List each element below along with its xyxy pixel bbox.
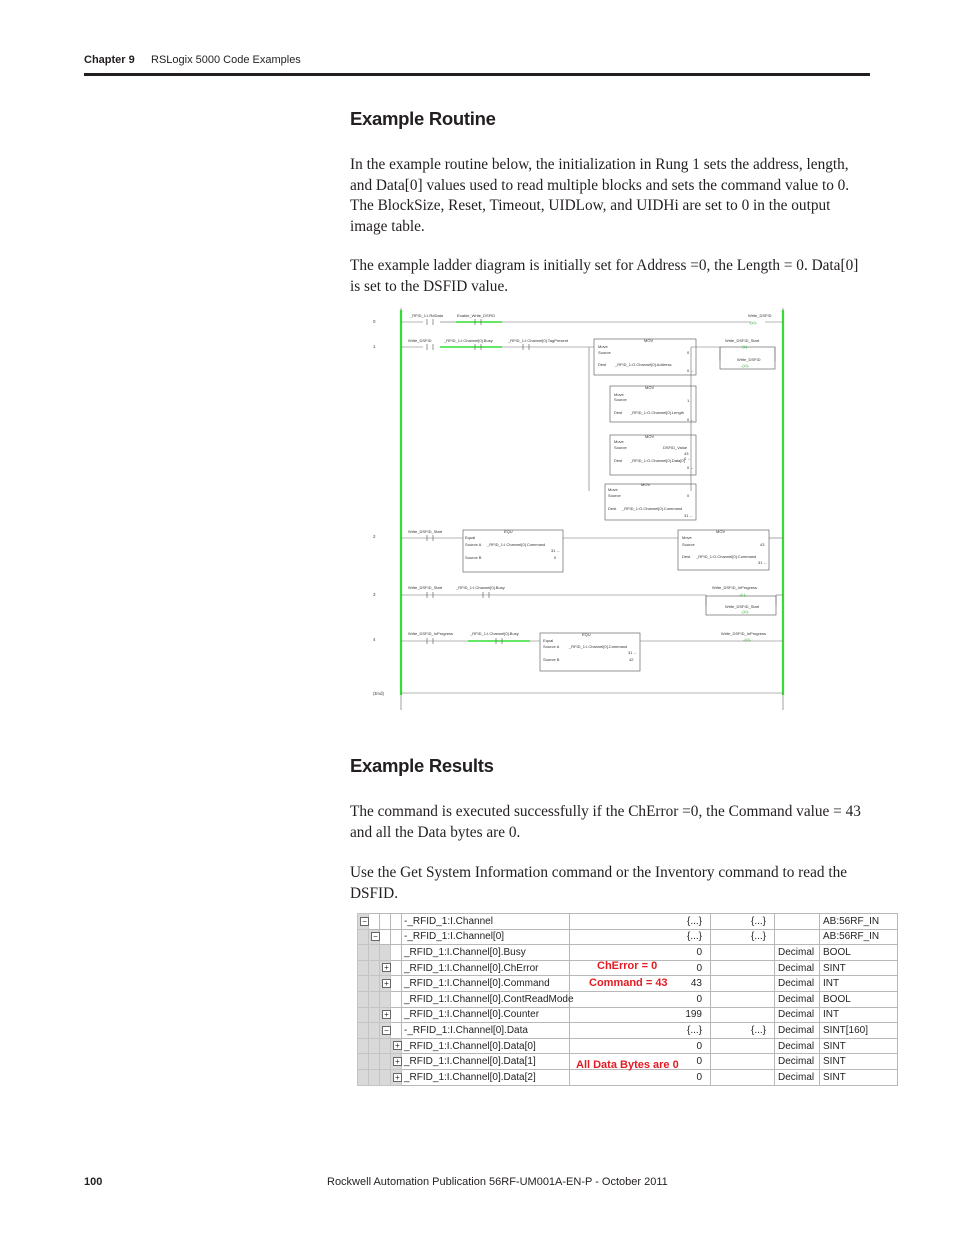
tag-value-cell[interactable]: 0	[570, 945, 711, 961]
tag-force-cell	[711, 976, 775, 992]
tag-style-cell: Decimal	[775, 1038, 820, 1054]
ladder-tag-label: 42	[629, 657, 634, 662]
rung-number: 3	[373, 592, 376, 597]
ladder-coil-symbol: -(L)-	[739, 592, 747, 597]
tree-indent-cell	[391, 914, 402, 930]
tag-type-cell: SINT[160]	[820, 1023, 898, 1039]
rung-number: 2	[373, 534, 376, 539]
ladder-tag-label: EQU	[504, 529, 513, 534]
results-paragraph-2: Use the Get System Information command or the Inventory command to read the DSFID.	[350, 864, 848, 902]
ladder-tag-label: Move	[598, 344, 608, 349]
ladder-coil-symbol: -(L)-	[741, 344, 749, 349]
tag-name-cell: _RFID_1:I.Channel[0].ChError	[402, 960, 570, 976]
rung-number: 4	[373, 637, 376, 642]
expand-icon[interactable]: +	[382, 963, 391, 972]
chapter-label: Chapter 9	[84, 54, 135, 66]
ladder-tag-label: Dest	[608, 506, 617, 511]
ladder-tag-label: Source	[614, 397, 627, 402]
tree-indent-cell	[391, 1054, 402, 1070]
tag-style-cell	[775, 914, 820, 930]
tag-value-cell[interactable]: 0	[570, 960, 711, 976]
tree-indent-cell	[369, 976, 380, 992]
example-routine-heading: Example Routine	[350, 108, 496, 129]
ladder-tag-label: Equal	[465, 535, 476, 540]
table-row[interactable]	[358, 929, 898, 945]
cherror-annotation: ChError = 0	[597, 960, 658, 972]
tag-style-cell	[775, 929, 820, 945]
tree-indent-cell	[380, 945, 391, 961]
ladder-tag-label: EQU	[582, 632, 591, 637]
tag-style-cell: Decimal	[775, 1069, 820, 1085]
collapse-icon[interactable]: −	[382, 1026, 391, 1035]
tree-indent-cell	[369, 945, 380, 961]
table-row[interactable]	[358, 1007, 898, 1023]
tag-type-cell: SINT	[820, 960, 898, 976]
ladder-tag-label: Equal	[543, 638, 554, 643]
tree-indent-cell	[369, 960, 380, 976]
tag-name-cell: -_RFID_1:I.Channel[0]	[402, 929, 570, 945]
table-row[interactable]	[358, 1038, 898, 1054]
ladder-tag-label: _RFID_1:O.Channel[0].Data[0]	[630, 458, 685, 463]
tag-name-cell: _RFID_1:I.Channel[0].Data[1]	[402, 1054, 570, 1070]
tag-value-cell[interactable]: {...}	[570, 914, 711, 930]
tree-indent-cell	[358, 1038, 369, 1054]
expand-icon[interactable]: +	[382, 979, 391, 988]
ladder-tag-label: Source A	[543, 644, 560, 649]
tag-type-cell: BOOL	[820, 945, 898, 961]
command-annotation: Command = 43	[589, 977, 668, 989]
ladder-tag-label: _RFID_1:I.Channel[0].Busy	[470, 631, 519, 636]
ladder-coil-symbol: -(U)-	[743, 637, 752, 642]
tag-type-cell: INT	[820, 976, 898, 992]
tag-name-cell: _RFID_1:I.Channel[0].Data[0]	[402, 1038, 570, 1054]
tree-indent-cell	[369, 1054, 380, 1070]
expand-icon[interactable]: +	[393, 1057, 402, 1066]
tag-style-cell: Decimal	[775, 976, 820, 992]
ladder-tag-label: Write_DSFID_InProgress	[712, 585, 758, 590]
tag-type-cell: AB:56RF_IN	[820, 929, 898, 945]
tag-value-cell[interactable]: {...}	[570, 929, 711, 945]
tree-indent-cell	[380, 1038, 391, 1054]
tree-indent-cell	[358, 976, 369, 992]
tag-value-cell[interactable]: 0	[570, 1054, 711, 1070]
tree-indent-cell	[358, 960, 369, 976]
tree-indent-cell	[380, 976, 391, 992]
tree-indent-cell	[369, 1007, 380, 1023]
tree-indent-cell	[358, 1023, 369, 1039]
tag-name-cell: _RFID_1:I.Channel[0].Command	[402, 976, 570, 992]
ladder-tag-label: 0 ←	[684, 456, 692, 461]
ladder-tag-label: Write_DSFID	[748, 313, 772, 318]
results-paragraph-1: The command is executed successfully if the ChError =0, the Command value = 43 and all the Data bytes are 0.	[350, 803, 861, 841]
tag-value-cell[interactable]: 199	[570, 1007, 711, 1023]
ladder-tag-label: 31 ←	[758, 560, 768, 565]
table-row[interactable]	[358, 945, 898, 961]
tag-type-cell: SINT	[820, 1069, 898, 1085]
ladder-tag-label: 0 ←	[687, 417, 695, 422]
ladder-tag-label: Write_DSFID_InProgress	[408, 631, 454, 636]
tag-name-cell: _RFID_1:I.Channel[0].Busy	[402, 945, 570, 961]
ladder-tag-label: 1	[687, 398, 690, 403]
tree-indent-cell	[369, 1023, 380, 1039]
table-row[interactable]	[358, 991, 898, 1007]
tree-indent-cell	[391, 945, 402, 961]
collapse-icon[interactable]: −	[360, 917, 369, 926]
expand-icon[interactable]: +	[393, 1041, 402, 1050]
ladder-coil-symbol: -(U)-	[749, 320, 758, 325]
tree-indent-cell	[380, 991, 391, 1007]
tag-type-cell: SINT	[820, 1038, 898, 1054]
ladder-tag-label: MOV	[645, 385, 655, 390]
ladder-tag-label: Source B	[543, 657, 560, 662]
ladder-diagram	[368, 305, 788, 710]
tag-name-cell: _RFID_1:I.Channel[0].Counter	[402, 1007, 570, 1023]
tree-indent-cell	[358, 1007, 369, 1023]
ladder-tag-label: _RFID_1:O.Channel[0].Length	[630, 410, 685, 415]
tree-indent-cell	[391, 1069, 402, 1085]
ladder-tag-label: 43	[760, 542, 765, 547]
tree-indent-cell	[358, 945, 369, 961]
tag-force-cell	[711, 1007, 775, 1023]
ladder-tag-label: Source B	[465, 555, 482, 560]
table-row[interactable]	[358, 1023, 898, 1039]
ladder-tag-label: _RFID_1:O.Channel[0].Command	[696, 554, 757, 559]
ladder-tag-label: _RFID_1:I.Channel[0].Busy	[456, 585, 505, 590]
ladder-tag-label: Write_DSFID_InProgress	[721, 631, 767, 636]
tag-force-cell	[711, 960, 775, 976]
tag-value-cell[interactable]: 0	[570, 1038, 711, 1054]
header-rule	[84, 73, 870, 76]
ladder-tag-label: Move	[608, 487, 618, 492]
ladder-tag-label: _RFID_1:I.Channel[0].TagPresent	[508, 338, 569, 343]
ladder-tag-label: 0	[554, 555, 557, 560]
tag-value-cell[interactable]: 0	[570, 1069, 711, 1085]
tag-force-cell	[711, 1069, 775, 1085]
tag-style-cell: Decimal	[775, 991, 820, 1007]
ladder-tag-label: Move	[682, 535, 692, 540]
tag-force-cell: {...}	[711, 929, 775, 945]
tag-style-cell: Decimal	[775, 1023, 820, 1039]
ladder-tag-label: MOV	[644, 338, 654, 343]
chapter-title: RSLogix 5000 Code Examples	[151, 54, 301, 66]
ladder-tag-label: Source A	[465, 542, 482, 547]
tree-indent-cell	[369, 929, 380, 945]
ladder-tag-label: _RFID_1:O.Channel[0].Address	[615, 362, 672, 367]
tag-type-cell: AB:56RF_IN	[820, 914, 898, 930]
tree-indent-cell	[358, 929, 369, 945]
ladder-tag-label: DSFID_Value	[663, 445, 688, 450]
table-row[interactable]	[358, 914, 898, 930]
collapse-icon[interactable]: −	[371, 932, 380, 941]
tag-name-cell: -_RFID_1:I.Channel[0].Data	[402, 1023, 570, 1039]
tag-value-cell[interactable]: {...}	[570, 1023, 711, 1039]
tag-name-cell: _RFID_1:I.Channel[0].ContReadMode	[402, 991, 570, 1007]
ladder-tag-label: _RFID_1:I.Channel[0].Command	[487, 542, 546, 547]
tag-name-cell: _RFID_1:I.Channel[0].Data[2]	[402, 1069, 570, 1085]
ladder-tag-label: Dest	[682, 554, 691, 559]
ladder-tag-label: 0 ←	[687, 465, 695, 470]
example-results-heading: Example Results	[350, 755, 494, 776]
ladder-tag-label: 0	[687, 350, 690, 355]
tag-type-cell: BOOL	[820, 991, 898, 1007]
data-bytes-annotation: All Data Bytes are 0	[576, 1059, 679, 1071]
tree-indent-cell	[358, 1069, 369, 1085]
ladder-tag-label: 0 ←	[687, 368, 695, 373]
ladder-tag-label: Move	[614, 439, 624, 444]
ladder-tag-label: Dest	[598, 362, 607, 367]
tag-style-cell: Decimal	[775, 1007, 820, 1023]
tag-force-cell	[711, 1054, 775, 1070]
tag-force-cell: {...}	[711, 914, 775, 930]
ladder-tag-label: MOV	[716, 529, 726, 534]
tree-indent-cell	[369, 991, 380, 1007]
ladder-tag-label: 0	[687, 493, 690, 498]
routine-paragraph-2: The example ladder diagram is initially set for Address =0, the Length = 0. Data[0] is set to the DSFID value.	[350, 257, 859, 295]
tree-indent-cell	[358, 991, 369, 1007]
tree-indent-cell	[358, 1054, 369, 1070]
ladder-tag-label: Write_DSFID_Start	[408, 585, 443, 590]
ladder-tag-label: Enable_Write_DSFID	[457, 313, 496, 318]
tag-type-cell: INT	[820, 1007, 898, 1023]
ladder-tag-label: _RFID_1:O.Channel[0].Command	[622, 506, 683, 511]
tag-value-cell[interactable]: 43	[570, 976, 711, 992]
table-row[interactable]	[358, 1069, 898, 1085]
tree-indent-cell	[380, 960, 391, 976]
ladder-tag-label: Dest	[614, 410, 623, 415]
ladder-tag-label: Source	[608, 493, 621, 498]
ladder-tag-label: Write_DSFID_Start	[725, 604, 760, 609]
ladder-tag-label: 31 ←	[551, 548, 561, 553]
page-number: 100	[84, 1176, 103, 1188]
expand-icon[interactable]: +	[393, 1073, 402, 1082]
tag-style-cell: Decimal	[775, 960, 820, 976]
ladder-tag-label: Source	[682, 542, 695, 547]
tag-style-cell: Decimal	[775, 945, 820, 961]
tag-name-cell: -_RFID_1:I.Channel	[402, 914, 570, 930]
tag-type-cell: SINT	[820, 1054, 898, 1070]
ladder-tag-label: 43	[684, 451, 689, 456]
ladder-tag-label: MOV	[645, 434, 655, 439]
ladder-tag-label: _RFID_1:I.RdData	[410, 313, 443, 318]
routine-paragraph-1: In the example routine below, the initialization in Rung 1 sets the address, length, and Data[0] values used to read multiple blocks and sets the command value to 0. The BlockSize, Reset, Timeout, UIDLow, and UIDHi are set to 0 in the output image table.	[350, 156, 850, 235]
ladder-coil-symbol: -(U)-	[741, 363, 750, 368]
tree-indent-cell	[358, 914, 369, 930]
tag-style-cell: Decimal	[775, 1054, 820, 1070]
tree-indent-cell	[380, 1054, 391, 1070]
rung-number: (End)	[373, 691, 385, 696]
tree-indent-cell	[391, 929, 402, 945]
ladder-tag-label: Write_DSFID_Start	[725, 338, 760, 343]
expand-icon[interactable]: +	[382, 1010, 391, 1019]
rung-number: 1	[373, 344, 376, 349]
ladder-tag-label: 31 ←	[628, 650, 638, 655]
tree-indent-cell	[391, 991, 402, 1007]
tag-force-cell	[711, 991, 775, 1007]
publication-info: Rockwell Automation Publication 56RF-UM001A-EN-P - October 2011	[327, 1176, 668, 1188]
tree-indent-cell	[369, 1069, 380, 1085]
ladder-tag-label: Dest	[614, 458, 623, 463]
tree-indent-cell	[369, 1038, 380, 1054]
tree-indent-cell	[380, 1007, 391, 1023]
tag-force-cell	[711, 1038, 775, 1054]
tag-value-cell[interactable]: 0	[570, 991, 711, 1007]
tree-indent-cell	[380, 914, 391, 930]
ladder-coil-symbol: -(U)-	[741, 609, 750, 614]
ladder-tag-label: MOV	[641, 482, 651, 487]
ladder-tag-label: Source	[614, 445, 627, 450]
ladder-tag-label: _RFID_1:I.Channel[0].Busy	[444, 338, 493, 343]
ladder-tag-label: Write_DSFID	[408, 338, 432, 343]
tree-indent-cell	[380, 1069, 391, 1085]
ladder-tag-label: Write_DSFID_Start	[408, 529, 443, 534]
tag-force-cell: {...}	[711, 1023, 775, 1039]
rung-number: 0	[373, 319, 376, 324]
ladder-tag-label: Source	[598, 350, 611, 355]
ladder-tag-label: 31 ←	[684, 513, 694, 518]
ladder-tag-label: Write_DSFID	[737, 357, 761, 362]
ladder-tag-label: Move	[614, 392, 624, 397]
tag-force-cell	[711, 945, 775, 961]
ladder-tag-label: _RFID_1:I.Channel[0].Command	[569, 644, 628, 649]
tree-indent-cell	[380, 1023, 391, 1039]
tree-indent-cell	[391, 1038, 402, 1054]
